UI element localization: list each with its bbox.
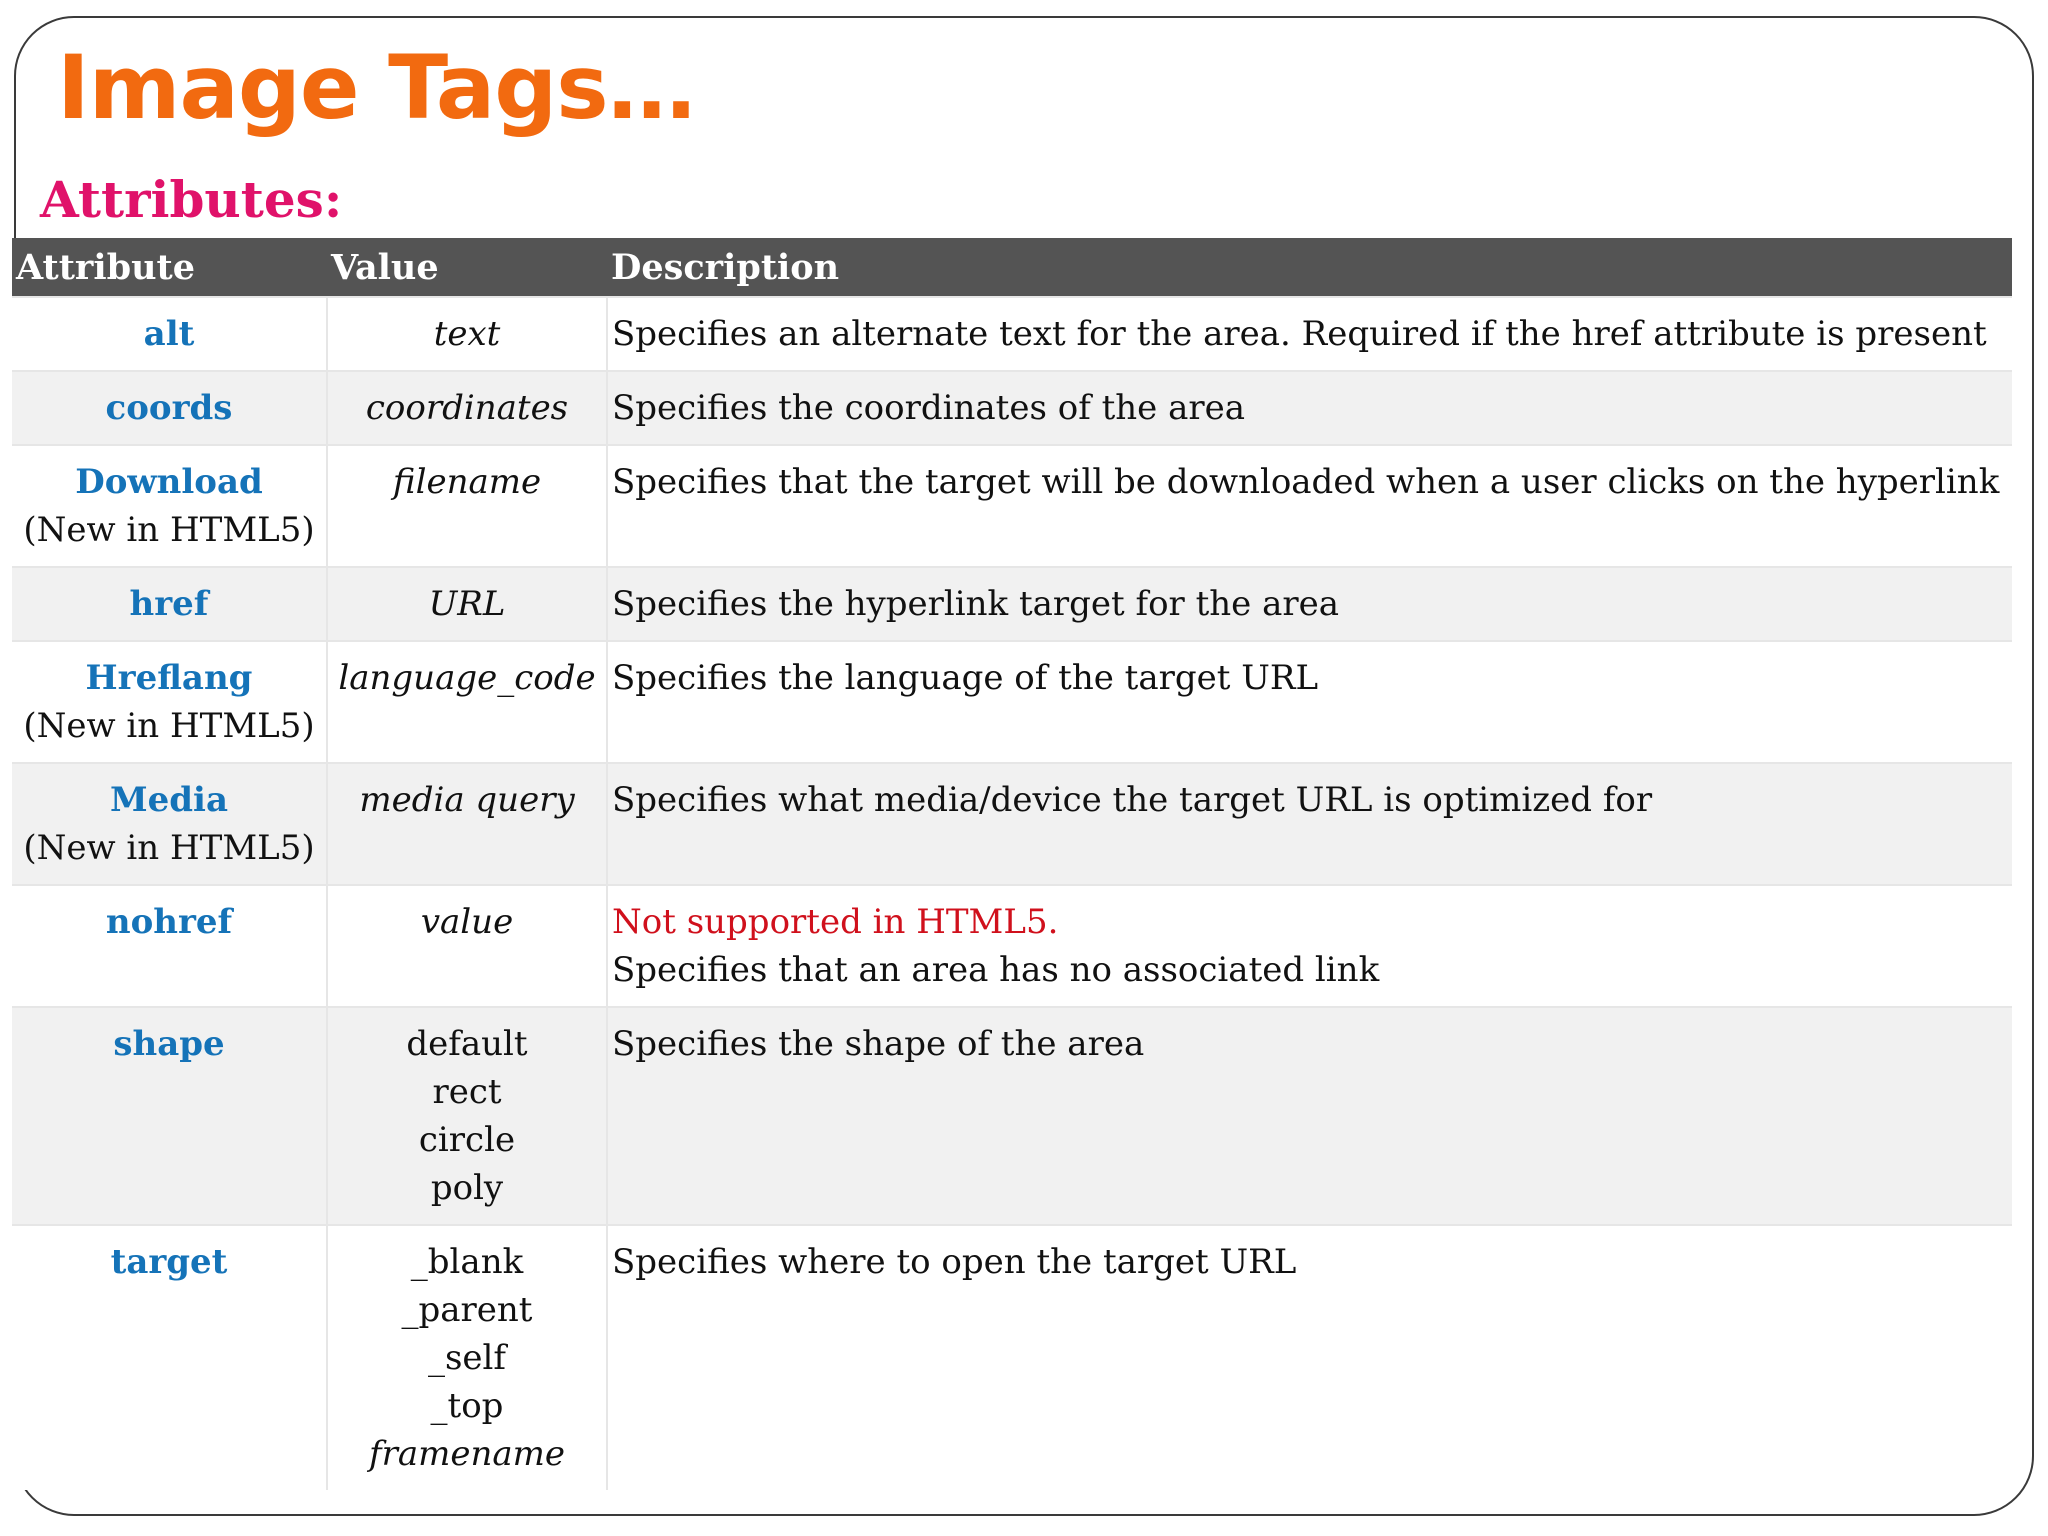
table-row xyxy=(12,371,2012,445)
value-option: rect xyxy=(432,1072,502,1112)
attribute-cell xyxy=(12,1225,327,1490)
value-cell xyxy=(327,885,607,1007)
value-cell xyxy=(327,763,607,885)
value-cell xyxy=(327,567,607,641)
attribute-name: Hreflang xyxy=(85,658,253,698)
attribute-name: target xyxy=(110,1242,228,1282)
description-cell xyxy=(607,371,2012,445)
attribute-cell xyxy=(12,297,327,371)
attribute-name: href xyxy=(129,584,209,624)
value-option: default xyxy=(406,1024,528,1064)
table-row xyxy=(12,641,2012,763)
value-option: _parent xyxy=(401,1290,533,1330)
value-cell xyxy=(327,371,607,445)
header-row xyxy=(12,238,2012,297)
description-text: Specifies the language of the target URL xyxy=(612,658,1319,698)
description-text: Specifies an alternate text for the area. Required if the href attribute is present xyxy=(612,314,1987,354)
slide-title: Image Tags… xyxy=(57,36,695,139)
description-cell xyxy=(607,641,2012,763)
description-cell xyxy=(607,567,2012,641)
value-option: circle xyxy=(418,1120,516,1160)
attribute-note: (New in HTML5) xyxy=(23,510,315,550)
attribute-cell xyxy=(12,763,327,885)
attribute-cell xyxy=(12,641,327,763)
value-option: _top xyxy=(430,1386,504,1426)
attribute-name: coords xyxy=(105,388,233,428)
value-option: _blank xyxy=(410,1242,524,1282)
table-body xyxy=(12,297,2012,1490)
value-option: value xyxy=(420,902,514,942)
attribute-note: (New in HTML5) xyxy=(23,828,315,868)
value-option: language_code xyxy=(338,658,596,698)
header-description: Description xyxy=(607,238,2012,297)
table-row xyxy=(12,763,2012,885)
table-row xyxy=(12,1225,2012,1490)
attributes-table xyxy=(12,238,2012,1490)
header-value: Value xyxy=(327,238,607,297)
attribute-cell xyxy=(12,371,327,445)
slide-subtitle: Attributes: xyxy=(40,170,343,229)
table-row xyxy=(12,1007,2012,1225)
description-cell xyxy=(607,1225,2012,1490)
attribute-name: shape xyxy=(113,1024,225,1064)
value-cell xyxy=(327,445,607,567)
value-option: poly xyxy=(430,1168,504,1208)
attribute-cell xyxy=(12,567,327,641)
value-option: filename xyxy=(392,462,542,502)
description-text: Specifies the hyperlink target for the area xyxy=(612,584,1339,624)
attribute-name: nohref xyxy=(105,902,233,942)
attribute-cell xyxy=(12,885,327,1007)
value-cell xyxy=(327,641,607,763)
table-row xyxy=(12,567,2012,641)
description-text: Specifies the shape of the area xyxy=(612,1024,1145,1064)
table-header xyxy=(12,238,2012,297)
table-row xyxy=(12,297,2012,371)
table-row xyxy=(12,445,2012,567)
description-cell xyxy=(607,297,2012,371)
value-option: URL xyxy=(428,584,506,624)
value-option: text xyxy=(433,314,501,354)
description-text: Specifies that the target will be downloaded when a user clicks on the hyperlink xyxy=(612,462,2000,502)
attribute-cell xyxy=(12,1007,327,1225)
value-option: framename xyxy=(369,1434,565,1474)
value-cell xyxy=(327,297,607,371)
description-text: Specifies that an area has no associated link xyxy=(612,950,1380,990)
value-option: _self xyxy=(427,1338,507,1378)
description-text: Specifies what media/device the target URL is optimized for xyxy=(612,780,1653,820)
description-cell xyxy=(607,1007,2012,1225)
description-cell xyxy=(607,885,2012,1007)
attribute-cell xyxy=(12,445,327,567)
attribute-name: Media xyxy=(110,780,228,820)
description-text: Specifies the coordinates of the area xyxy=(612,388,1245,428)
attribute-name: Download xyxy=(75,462,263,502)
description-cell xyxy=(607,445,2012,567)
description-cell xyxy=(607,763,2012,885)
header-attribute: Attribute xyxy=(12,238,327,297)
description-text: Specifies where to open the target URL xyxy=(612,1242,1297,1282)
attribute-note: (New in HTML5) xyxy=(23,706,315,746)
value-cell xyxy=(327,1007,607,1225)
table-row xyxy=(12,885,2012,1007)
value-option: coordinates xyxy=(365,388,569,428)
value-cell xyxy=(327,1225,607,1490)
deprecation-warning: Not supported in HTML5. xyxy=(612,902,1059,942)
value-option: media query xyxy=(359,780,575,820)
attribute-name: alt xyxy=(143,314,195,354)
